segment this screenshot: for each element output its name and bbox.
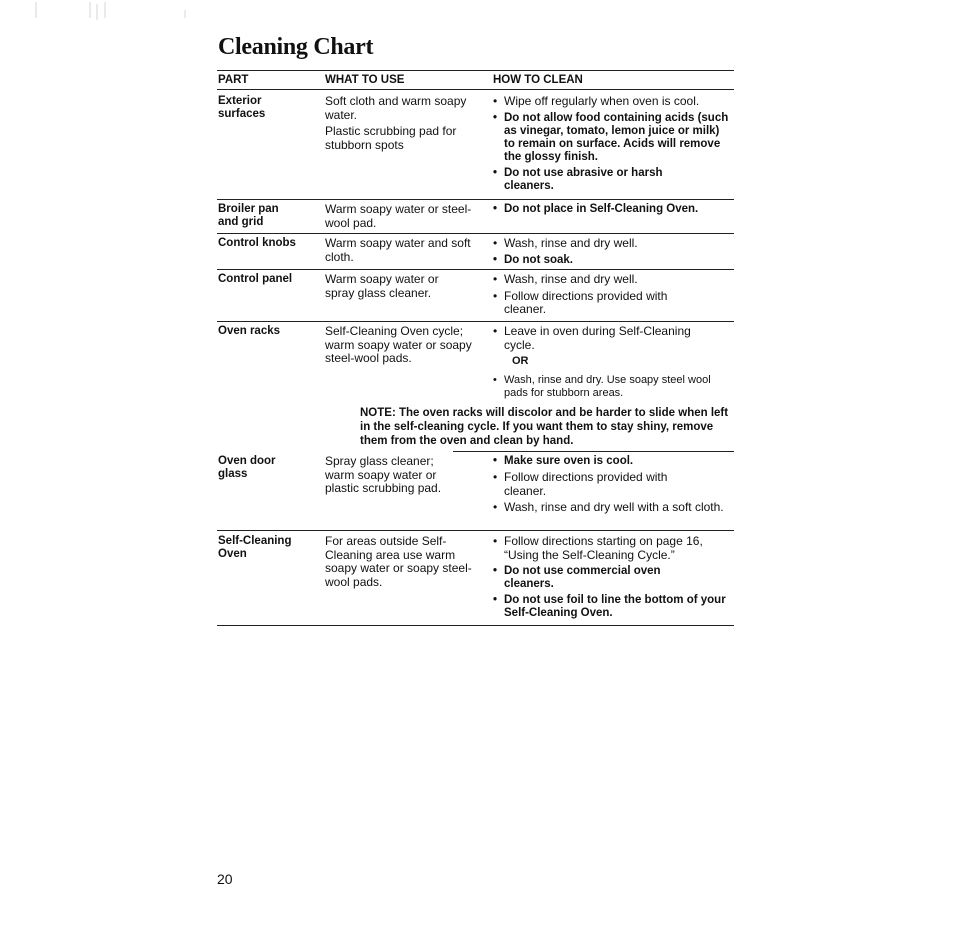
row-part-knobs — [218, 237, 318, 250]
row-divider — [217, 233, 734, 234]
row-part-panel — [218, 273, 318, 286]
part-line: surfaces — [218, 108, 266, 120]
row-how-self-cleaning — [493, 535, 733, 623]
how-bullet: • Do not place in Self-Cleaning Oven. — [493, 203, 733, 216]
how-bullet: • Wipe off regularly when oven is cool. — [493, 95, 733, 109]
use-text: Warm soapy water and soft cloth. — [325, 236, 471, 264]
how-bullet: • Do not use abrasive or harsh cleaners. — [493, 167, 694, 193]
use-text: Warm soapy water or spray glass cleaner. — [325, 272, 439, 300]
part-line: Control panel — [218, 273, 293, 285]
row-part-racks — [218, 325, 318, 338]
part-line: Exterior — [218, 95, 262, 107]
use-text: For areas outside Self-Cleaning area use warm soapy water or soapy steel-wool pads. — [325, 534, 472, 589]
row-divider — [217, 530, 734, 531]
row-part-door-glass — [218, 455, 318, 481]
table-bottom-rule — [217, 625, 734, 626]
part-line: Broiler pan — [218, 203, 279, 215]
row-use-knobs — [325, 237, 475, 267]
row-divider — [217, 269, 734, 270]
page-title: Cleaning Chart — [218, 34, 374, 60]
row-how-knobs — [493, 237, 733, 270]
row-part-self-cleaning — [218, 535, 318, 561]
row-use-door-glass — [325, 455, 465, 499]
scan-marks — [30, 0, 200, 22]
row-use-racks — [325, 325, 487, 369]
row-how-door-glass — [493, 455, 733, 518]
oven-racks-note: NOTE: The oven racks will discolor and be harder to slide when left in the self-cleaning cycle. If you want them to stay shiny, remove them from the oven and clean by hand. — [360, 407, 729, 447]
row-part-broiler — [218, 203, 318, 229]
row-how-racks — [493, 325, 733, 403]
row-use-broiler — [325, 203, 487, 233]
row-how-exterior — [493, 95, 733, 196]
or-separator: OR — [512, 355, 529, 367]
use-text: Warm soapy water or steel-wool pad. — [325, 202, 472, 230]
row-how-broiler — [493, 203, 733, 219]
how-bullet: • Make sure oven is cool. — [493, 455, 733, 468]
how-bullet: • Do not use commercial oven cleaners. — [493, 565, 704, 591]
header-part: PART — [218, 74, 249, 86]
header-what-to-use: WHAT TO USE — [325, 74, 405, 86]
how-bullet: • Do not allow food containing acids (such as vinegar, tomato, lemon juice or milk) to remain on surface. Acids will remove the glossy finish. — [493, 112, 729, 164]
use-text: Soft cloth and warm soapy water. — [325, 94, 467, 122]
how-bullet: • Follow directions provided with cleaner. — [493, 290, 704, 317]
part-line: Oven door — [218, 455, 276, 467]
how-bullet: • Follow directions starting on page 16, “Using the Self-Cleaning Cycle.” — [493, 535, 739, 562]
part-line: Self-Cleaning — [218, 535, 292, 547]
how-bullet: • Wash, rinse and dry well. — [493, 273, 733, 287]
row-divider — [217, 321, 734, 322]
how-bullet: • Follow directions provided with cleaner. — [493, 471, 704, 498]
how-bullet: • Do not use foil to line the bottom of your Self-Cleaning Oven. — [493, 594, 729, 620]
how-bullet: • Wash, rinse and dry. Use soapy steel wool pads for stubborn areas. — [493, 374, 729, 400]
how-bullet: • Wash, rinse and dry well with a soft cloth. — [493, 501, 729, 515]
row-how-panel — [493, 273, 733, 320]
row-divider — [453, 451, 734, 452]
row-use-self-cleaning — [325, 535, 480, 592]
header-top-rule — [217, 70, 734, 71]
part-line: glass — [218, 468, 248, 480]
how-bullet: • Leave in oven during Self-Cleaning cycle. — [493, 325, 724, 352]
row-divider — [217, 199, 734, 200]
page-number: 20 — [217, 871, 233, 887]
header-bottom-rule — [217, 89, 734, 90]
header-how-to-clean: HOW TO CLEAN — [493, 74, 583, 86]
use-text: Plastic scrubbing pad for stubborn spots — [325, 124, 457, 152]
use-text: Spray glass cleaner; warm soapy water or plastic scrubbing pad. — [325, 454, 442, 495]
how-bullet: • Do not soak. — [493, 254, 733, 267]
how-bullet: • Wash, rinse and dry well. — [493, 237, 733, 251]
use-text: Self-Cleaning Oven cycle; warm soapy water or soapy steel-wool pads. — [325, 324, 472, 365]
row-part-exterior — [218, 95, 318, 121]
part-line: Oven racks — [218, 325, 281, 337]
part-line: and grid — [218, 216, 264, 228]
row-use-panel — [325, 273, 465, 303]
row-use-exterior — [325, 95, 487, 155]
part-line: Oven — [218, 548, 247, 560]
part-line: Control knobs — [218, 237, 296, 249]
